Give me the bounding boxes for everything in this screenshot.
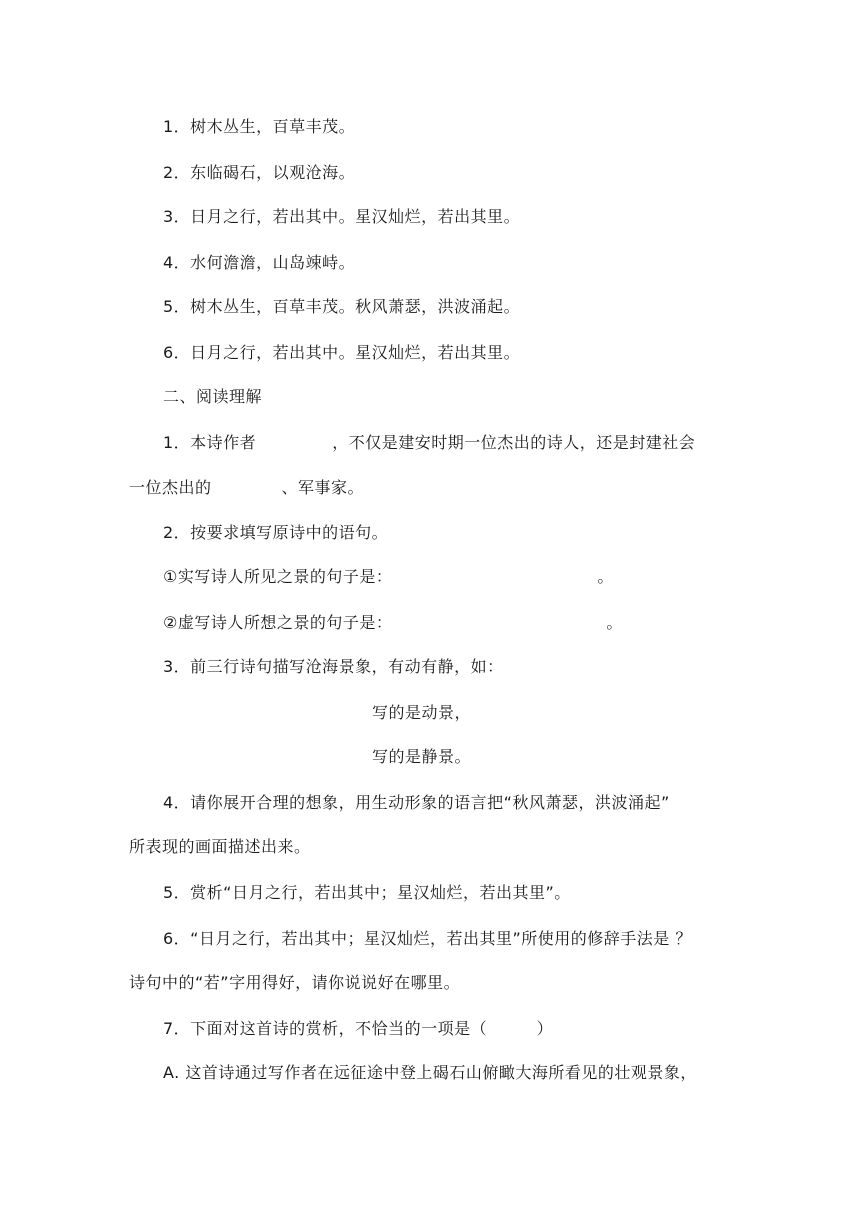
- question-3-stem: 3．前三行诗句描写沧海景象，有动有静，如：: [163, 657, 504, 676]
- answer-line-2: 2．东临碣石，以观沧海。: [163, 163, 356, 182]
- question-3-static: 写的是静景。: [372, 747, 472, 766]
- answer-line-3: 3．日月之行，若出其中。星汉灿烂，若出其里。: [163, 207, 521, 226]
- question-2-sub-1: [163, 566, 614, 588]
- question-1-line-2: [129, 477, 364, 499]
- question-1-text-c: 一位杰出的: [129, 478, 212, 497]
- question-5: 5．赏析“日月之行，若出其中；星汉灿烂，若出其里”。: [163, 883, 571, 902]
- question-4-line-1: 4．请你展开合理的想象，用生动形象的语言把“秋风萧瑟，洪波涌起”: [163, 793, 670, 812]
- question-6-line-2: 诗句中的“若”字用得好，请你说说好在哪里。: [129, 973, 461, 992]
- section-title: 二、阅读理解: [163, 387, 263, 406]
- question-2-sub-1-end: 。: [597, 567, 614, 586]
- question-2-sub-2-text: ②虚写诗人所想之景的句子是：: [163, 613, 393, 632]
- question-2-stem: 2．按要求填写原诗中的语句。: [163, 523, 389, 542]
- question-1-text-a: 1．本诗作者: [163, 433, 257, 452]
- question-1-text-d: 、军事家。: [281, 478, 365, 497]
- question-2-sub-2: [163, 612, 623, 634]
- answer-line-6: 6．日月之行，若出其中。星汉灿烂，若出其里。: [163, 343, 521, 362]
- answer-line-4: 4．水何澹澹，山岛竦峙。: [163, 253, 356, 272]
- answer-line-1: 1．树木丛生，百草丰茂。: [163, 117, 356, 136]
- question-1-text-b: ，不仅是建安时期一位杰出的诗人，还是封建社会: [332, 433, 696, 452]
- question-3-dynamic: 写的是动景，: [372, 703, 472, 722]
- question-7-option-a: A. 这首诗通过写作者在远征途中登上碣石山俯瞰大海所看见的壮观景象，: [163, 1063, 697, 1082]
- answer-line-5: 5．树木丛生，百草丰茂。秋风萧瑟，洪波涌起。: [163, 297, 521, 316]
- question-1-line-1: [163, 432, 695, 454]
- question-2-sub-2-end: 。: [606, 613, 623, 632]
- question-6-line-1: 6．“日月之行，若出其中；星汉灿烂，若出其里”所使用的修辞手法是 ？: [163, 929, 692, 948]
- question-2-sub-1-text: ①实写诗人所见之景的句子是：: [163, 567, 393, 586]
- question-7-stem: 7．下面对这首诗的赏析，不恰当的一项是（ ）: [163, 1019, 554, 1038]
- question-4-line-2: 所表现的画面描述出来。: [129, 837, 311, 856]
